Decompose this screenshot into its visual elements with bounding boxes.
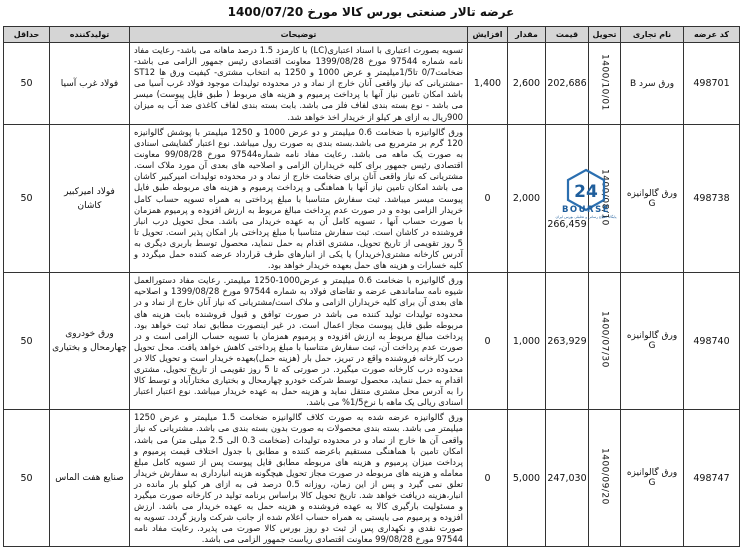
- bourse24-logo: [546, 168, 626, 218]
- offers-table: [3, 26, 740, 547]
- producer: ورق خودروی چهارمحال و بختیاری: [50, 273, 130, 410]
- header-delivery: تحویل: [589, 27, 621, 43]
- header-code: کد عرضه: [684, 27, 740, 43]
- delivery-date: 1400/09/20: [599, 448, 610, 506]
- logo-numeral: 24: [574, 181, 598, 202]
- price: 247,030: [546, 410, 589, 547]
- logo-wordmark: BOURSE: [561, 204, 611, 215]
- page-title: عرضه تالار صنعتی بورس کالا مورخ 1400/07/20: [227, 5, 515, 19]
- table-row: [4, 410, 740, 547]
- producer: صنایع هفت الماس: [50, 410, 130, 547]
- delivery-date: 1400/08/10: [599, 168, 610, 226]
- amount: 1,000: [508, 273, 546, 410]
- logo-subtitle: پایگاه اطلاع رسانی و تحلیلی بورس ایران: [555, 214, 617, 219]
- increase: 0: [468, 410, 508, 547]
- header-price: قیمت: [546, 27, 589, 43]
- delivery-date: 1400/07/30: [599, 311, 610, 369]
- offer-code: 498740: [684, 273, 740, 410]
- min-amount: 50: [4, 43, 50, 125]
- price: 202,686: [546, 43, 589, 125]
- trade-name: ورق سرد B: [621, 43, 684, 125]
- price: 266,459: [547, 218, 587, 230]
- increase: 0: [468, 125, 508, 273]
- delivery-date: 1400/10/01: [599, 53, 610, 111]
- producer: فولاد غرب آسیا: [50, 43, 130, 125]
- offer-code: 498701: [684, 43, 740, 125]
- header-increase: افزایش: [468, 27, 508, 43]
- table-row: [4, 125, 740, 273]
- offer-code: 498747: [684, 410, 740, 547]
- trade-name: ورق گالوانیزه G: [621, 125, 684, 273]
- amount: 5,000: [508, 410, 546, 547]
- amount: 2,600: [508, 43, 546, 125]
- increase: 1,400: [468, 43, 508, 125]
- offer-code: 498738: [684, 125, 740, 273]
- header-min: حداقل: [4, 27, 50, 43]
- header-description: توضیحات: [130, 27, 468, 43]
- description: ورق گالوانیزه عرضه شده به صورت کلاف گالوانیزه ضخامت 1.5 میلیمتر و عرض 1250 میلیمتر می باشد. بسته بندی محصولات به صورت بدون بسته بندی می باشد. مشتریانی که نیاز واقعی آن ها خارج از نماد و در محدوده تولیدات (ضخامت 0.3 الی 2.5 میلی متر) می باشد، امکان تامین با هماهنگی مستقیم باعرضه کننده و مطابق با جدول اختلاف قیمت پرمیوم و پرداخت میزان پرمیوم و هزینه های مربوطه مطابق فایل پیوست پس از تسویه کامل مبلغ معامله و هزینه های مربوطه در صورت مجاز تحویل هیچگونه هزینه انبارداری به سفارش خریدار تعلق نمی گیرد و پس از این زمان، روزانه 0.5 درصد فی به ازای هر کیلو بار مانده در انبار،هزینه دریافت خواهد شد. تاریخ تحویل کالا براساس برنامه تولید در کارخانه صورت میگیرد و مسئولیت بارگیری کالا به عهده فروشنده و هزینه حمل به عهده خریدار می باشد. ارزش افزوده و پرمیوم می بایستی به همراه حساب اعلام شده از جانب شرکت واریز گردد. تسویه به صورت نقدی و نکهداری پس از ثبت دو روز بورس کالا صورت می پذیرد. رعایت مفاد نامه 97544 مورخ 99/08/28 معاونت اقتصادی ریاست جمهور الزامی می باشد.: [130, 410, 468, 547]
- producer: فولاد امیرکبیر کاشان: [50, 125, 130, 273]
- min-amount: 50: [4, 125, 50, 273]
- table-row: [4, 273, 740, 410]
- description: تسویه بصورت اعتباری با اسناد اعتباری(LC) با کارمزد 1.5 درصد ماهانه می باشد- رعایت مفاد نامه شماره 97544 مورخ 1399/08/28 معاونت اقتصادی رئیس جمهور الزامی می باشد- ضخامت0/7 تا1/5میلیمتر و عرض 1000 و 1250 به انتخاب مشتری- کیفیت ورق ها ST12 -مشتریانی که نیاز واقعی آنان خارج از نماد و در محدوده تولیدات موجود فولاد غرب آسیا می باشد امکان تامین نیاز آنها با پرداخت پرمیوم و هزینه های مربوط ( طبق فایل پیوست) میسر می باشد - نوع بسته بندی لفاف فلز می باشد. بابت بسته بندی لفاف کاغذی ضد آب به میزان 900ریال به ازای هر کیلو از خریدار اخذ خواهد شد.: [130, 43, 468, 125]
- header-amount: مقدار: [508, 27, 546, 43]
- trade-name: ورق گالوانیزه G: [621, 273, 684, 410]
- description: ورق گالوانیزه با ضخامت 0.6 میلیمتر و دو عرض 1000 و 1250 میلیمتر با پوشش گالوانیزه 120 گرم بر مترمربع می باشد.بسته بندی به صورت رول میباشد. نوع اعتبار گشایشی اسنادی به صورت یک ماهه می باشد. رعایت مفاد نامه شماره97544 مورخ 99/08/28 معاونت اقتصادی رئیس جمهور برای کلیه خریداران الزامی و اصلاحیه های بعدی آن مورد ملاک است. مشتریانی که نیاز واقعی آنان برای ضخامت خارج از نماد و در محدوده تولیدات امیرکبیر کاشان می باشد امکان تامین نیاز آنها با هماهنگی و پرداخت پرمیوم و هزینه های مربوطه طبق فایل پیوست میسر میباشد. ثبت سفارش متناسبا با مبلغ پرداختی به همراه تسویه حساب کامل خریدار الزامی بوده و در صورت عدم پرداخت مبالغ مربوط به ارزش افزوده و پرمیوم همزمان با صورت حساب آنها ، تسویه کامل آن به عهده خریدار می باشد. محل تحویل درب انبار فروشنده در کاشان است. ثبت سفارش متناسبا با مبلغ پرداختی بار امکان پذیر است. تحویل تا 5 روز تقویمی از تاریخ تحویل، مشتری اقدام به حمل ننماید، محصول توسط باربری دیگری به آدرس کارخانه مشتری(خریدار) یا یکی از انبارهای طرف قرارداد عرضه کننده حمل میگردد و کلیه خسارات و هزینه های حمل بعهده خریدار خواهد بود.: [130, 125, 468, 273]
- min-amount: 50: [4, 410, 50, 547]
- increase: 0: [468, 273, 508, 410]
- header-producer: تولیدکننده: [50, 27, 130, 43]
- description: ورق گالوانیزه با ضخامت 0.6 میلیمتر و عرض1000-1250 میلیمتر. رعایت مفاد دستورالعمل شیوه نامه ساماندهی عرضه و تقاضای فولاد به شماره 97544 مورخ 1399/08/28 و اصلاحیه های بعدی آن برای کلیه خریداران الزامی و ملاک است/مشتریانی که نیاز آنان خارج از نماد و در محدوده تولیدات تولید کننده می باشد در صورت توافق و قبول فروشنده بابت هزینه های مربوطه طبق فایل پیوست مجاز اعمال است. در غیر اینصورت مطابق نماد ثبت خواهد بود. پرداخت مبالغ مربوط به ارزش افزوده و پرمیوم همزمان با تسویه حساب الزامی است و در صورت عدم پرداخت آن، ثبت سفارش متناسبا با مبلغ پرداختی کاهش خواهد یافت. محل تحویل درب کارخانه فروشنده واقع در تبریز، حمل بار (هزینه حمل)بعهده خریدار است و تحویل کالا در محدوده درب کارخانه صورت میگیرد. در صورتی که تا 5 روز تقویمی از تاریخ تحویل، مشتری اقدام به حمل ننماید، محصول توسط شرکت خودرو چهارمحال و بختیاری مختارآباد و توسط کالا را به آدرس محل مشتری منتقل نماید و هزینه حمل به عهده خریدار میباشد. نوع اعتبار اعتبار اسنادی ریالی یک ماهه با نرخ1/5% می باشد.: [130, 273, 468, 410]
- header-name: نام تجاری: [621, 27, 684, 43]
- amount: 2,000: [508, 125, 546, 273]
- trade-name: ورق گالوانیزه G: [621, 410, 684, 547]
- table-row: [4, 43, 740, 125]
- table-header-row: [4, 27, 740, 43]
- price: 263,929: [546, 273, 589, 410]
- min-amount: 50: [4, 273, 50, 410]
